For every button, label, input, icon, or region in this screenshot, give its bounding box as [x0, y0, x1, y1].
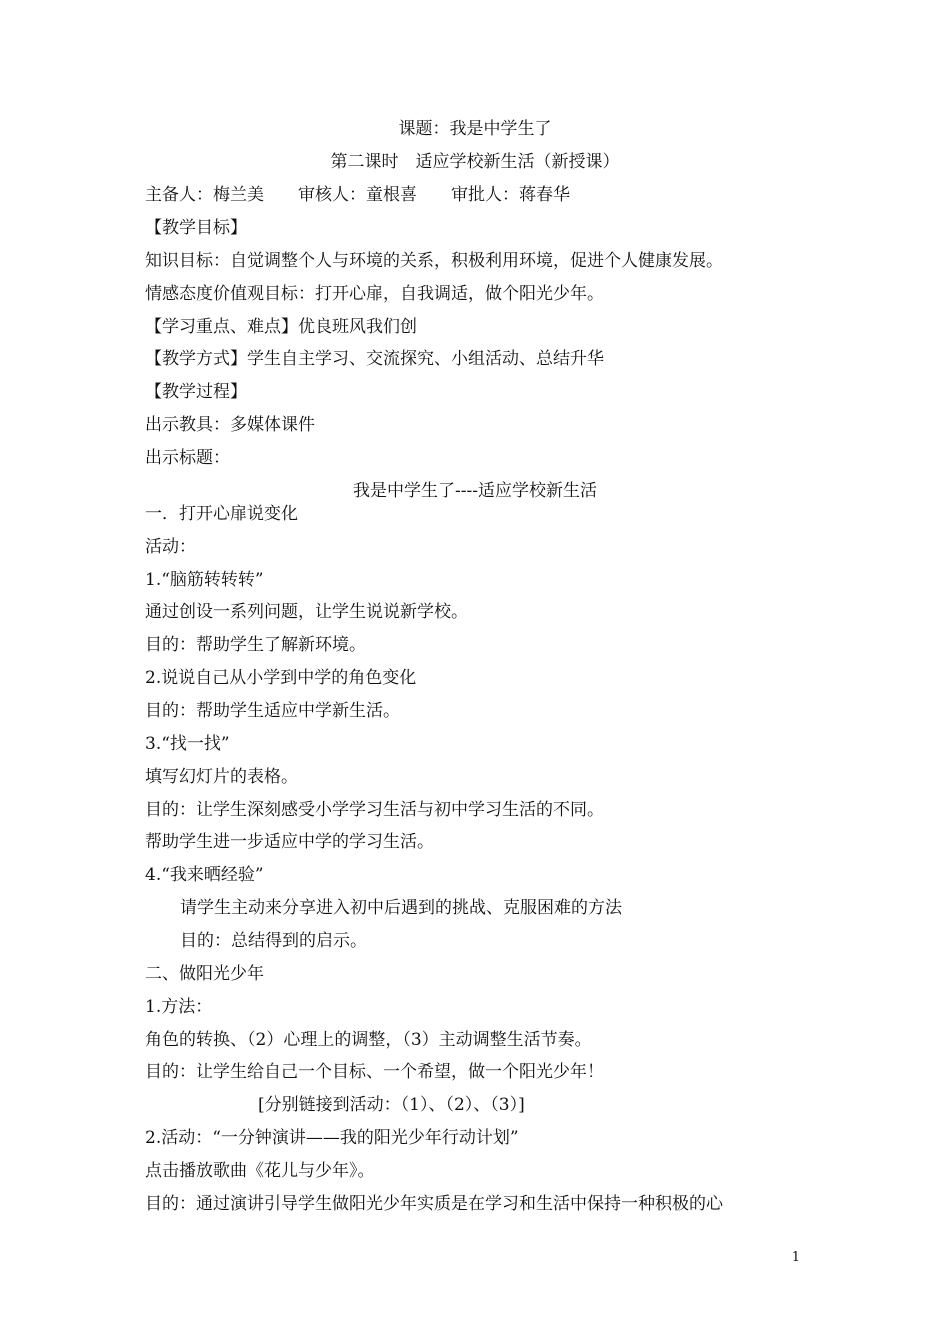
- method-title: 1.方法：: [145, 997, 213, 1017]
- speech-activity-title: 2.活动：“一分钟演讲——我的阳光少年行动计划”: [145, 1128, 519, 1148]
- activity-3-desc: 填写幻灯片的表格。: [145, 767, 298, 787]
- staff-line: 主备人：梅兰美 审核人：童根喜 审批人：蒋春华: [145, 185, 570, 205]
- activity-3-title: 3.“找一找”: [145, 734, 230, 754]
- section-2-heading: 二、做阳光少年: [145, 964, 264, 984]
- page-number: 1: [791, 1250, 800, 1265]
- speech-activity-desc: 点击播放歌曲《花儿与少年》。: [145, 1161, 375, 1181]
- document-subtitle: 第二课时 适应学校新生活（新授课）: [330, 152, 620, 172]
- method-desc: 角色的转换、（2）心理上的调整，（3）主动调整生活节奏。: [145, 1030, 592, 1050]
- document-title: 课题：我是中学生了: [398, 119, 552, 139]
- activity-label: 活动：: [145, 537, 196, 557]
- key-points: 【学习重点、难点】优良班风我们创: [145, 317, 417, 337]
- section-1-heading: 一．打开心扉说变化: [145, 504, 298, 524]
- teaching-methods: 【教学方式】学生自主学习、交流探究、小组活动、总结升华: [145, 349, 604, 369]
- goal-knowledge: 知识目标：自觉调整个人与环境的关系，积极利用环境，促进个人健康发展。: [145, 251, 723, 271]
- lesson-title: 我是中学生了----适应学校新生活: [353, 481, 597, 501]
- activity-1-title: 1.“脑筋转转转”: [145, 570, 264, 590]
- activity-4-title: 4.“我来晒经验”: [145, 865, 264, 885]
- activity-4-desc: 请学生主动来分享进入初中后遇到的挑战、克服困难的方法: [180, 898, 622, 918]
- activity-3-goal: 目的：让学生深刻感受小学学习生活与初中学习生活的不同。: [145, 800, 604, 820]
- activity-1-desc: 通过创设一系列问题，让学生说说新学校。: [145, 602, 468, 622]
- teaching-tools: 出示教具：多媒体课件: [145, 415, 315, 435]
- activity-2-title: 2.说说自己从小学到中学的角色变化: [145, 668, 417, 688]
- activity-3-goal-2: 帮助学生进一步适应中学的学习生活。: [145, 832, 434, 852]
- process-heading: 【教学过程】: [145, 382, 247, 402]
- speech-activity-goal: 目的：通过演讲引导学生做阳光少年实质是在学习和生活中保持一种积极的心: [145, 1194, 723, 1214]
- goals-heading: 【教学目标】: [145, 218, 247, 238]
- goal-emotion: 情感态度价值观目标：打开心扉，自我调适，做个阳光少年。: [145, 284, 604, 304]
- method-link-note: [分别链接到活动：（1）、（2）、（3）]: [258, 1095, 525, 1115]
- activity-2-goal: 目的：帮助学生适应中学新生活。: [145, 701, 400, 721]
- method-goal: 目的：让学生给自己一个目标、一个希望，做一个阳光少年！: [145, 1062, 604, 1082]
- show-title-label: 出示标题：: [145, 448, 230, 468]
- activity-1-goal: 目的：帮助学生了解新环境。: [145, 635, 366, 655]
- activity-4-goal: 目的：总结得到的启示。: [180, 931, 367, 951]
